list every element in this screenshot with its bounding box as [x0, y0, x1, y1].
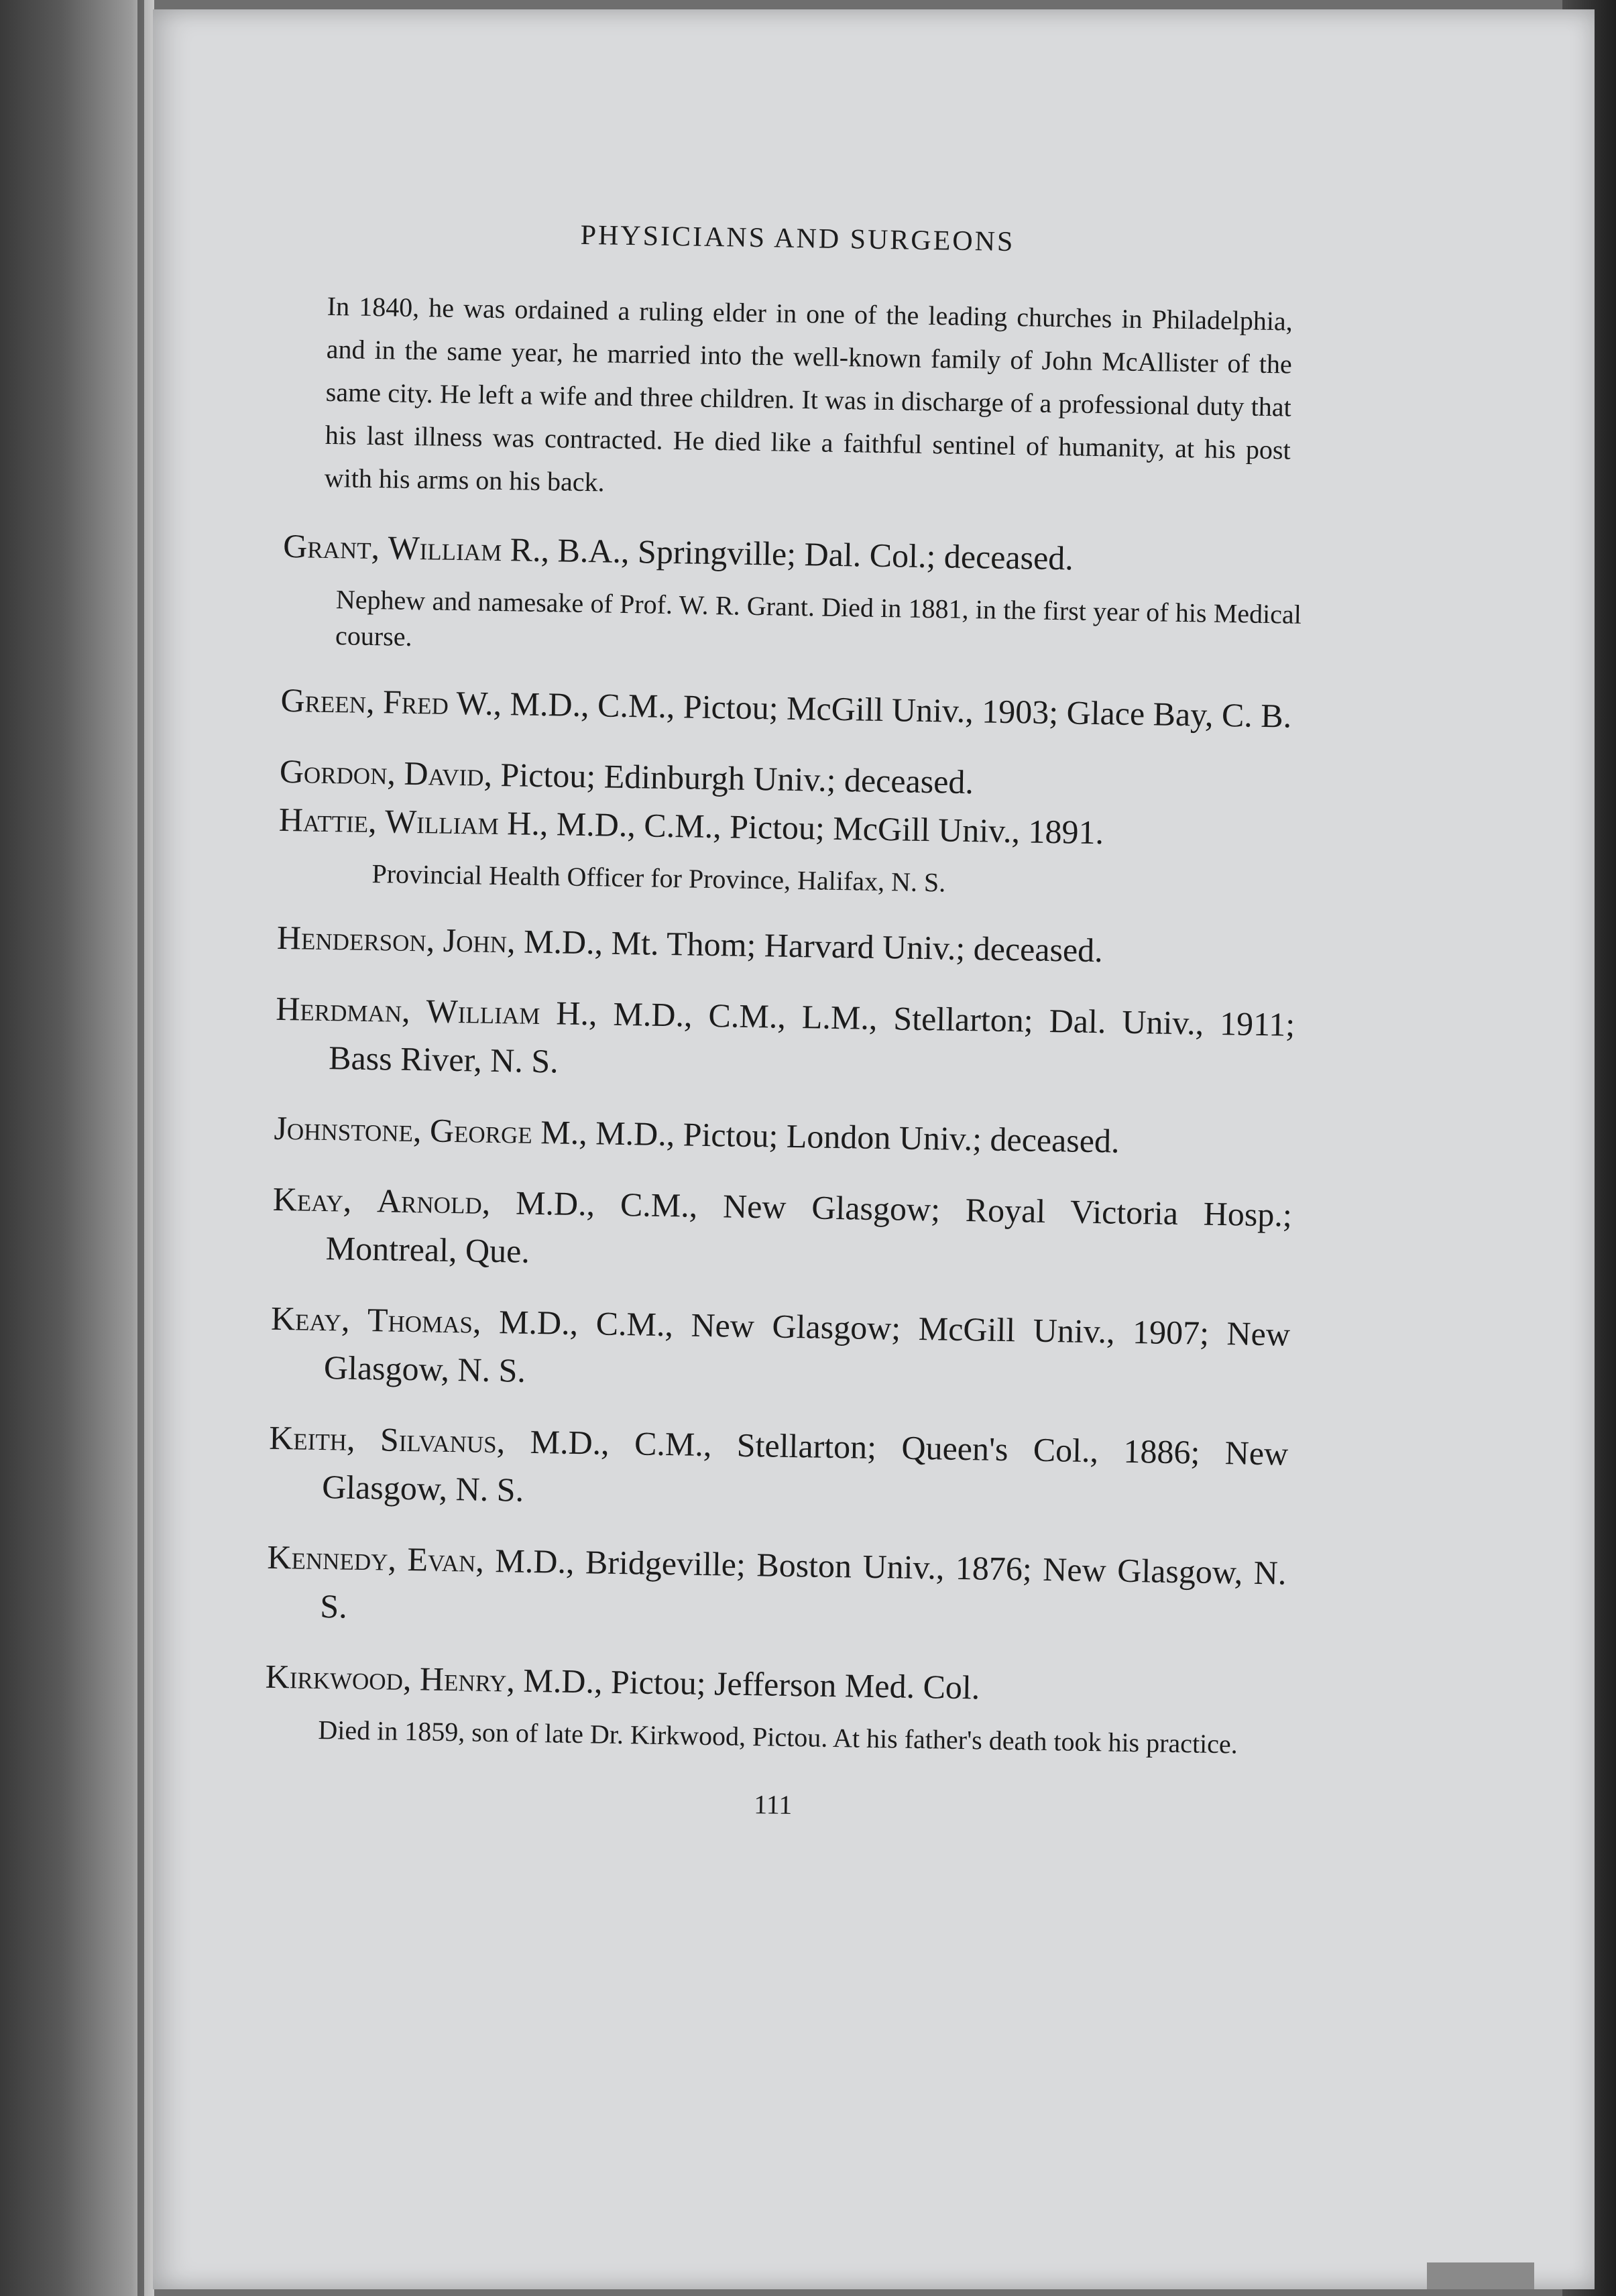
page-corner — [1427, 2262, 1534, 2289]
directory-entry — [275, 984, 1295, 1097]
entry-heading: Green, Fred W., M.D., C.M., Pictou; McGill Univ., 1903; Glace Bay, C. B. — [280, 681, 1292, 735]
directory-entry — [270, 1294, 1290, 1407]
entry-note: Provincial Health Officer for Province, Halifax, N. S. — [371, 858, 946, 898]
entry-list — [264, 522, 1303, 1764]
entry-given-name: John — [443, 921, 508, 960]
entry-details: H., M.D., C.M., Pictou; McGill Univ., 1891. — [498, 804, 1104, 852]
entry-surname: Green — [280, 681, 367, 720]
entry-given-name: William — [384, 802, 500, 842]
directory-entry — [268, 1414, 1289, 1526]
entry-heading: Johnstone, George M., M.D., Pictou; London Univ.; deceased. — [274, 1108, 1120, 1160]
entry-details: , M.D., Bridgeville; Boston Univ., 1876; New Glasgow, N. S. — [319, 1541, 1287, 1625]
entry-details: W., M.D., C.M., Pictou; McGill Univ., 1903; Glace Bay, C. B. — [448, 683, 1292, 735]
entry-surname: Hattie — [278, 800, 369, 840]
entry-heading: Hattie, William H., M.D., C.M., Pictou; McGill Univ., 1891. — [278, 800, 1104, 852]
entry-surname: Gordon — [279, 752, 388, 792]
entry-surname: Kennedy — [267, 1538, 388, 1578]
entry-given-name: Fred — [382, 683, 449, 722]
directory-entry — [272, 1175, 1292, 1287]
entry-surname: Keay — [272, 1180, 344, 1219]
entry-heading: Grant, William R., B.A., Springville; Dal. Col.; deceased. — [282, 526, 1074, 577]
entry-heading: Henderson, John, M.D., Mt. Thom; Harvard Univ.; deceased. — [276, 918, 1104, 970]
entry-given-name: William — [426, 992, 540, 1032]
entry-given-name: Silvanus — [380, 1420, 498, 1460]
entry-surname: Keith — [268, 1418, 347, 1458]
book-gutter — [0, 0, 154, 2296]
entry-heading: Kennedy, Evan, M.D., Bridgeville; Boston Univ., 1876; New Glasgow, N. S. — [267, 1538, 1287, 1625]
entry-details: , M.D., Mt. Thom; Harvard Univ.; deceased. — [506, 922, 1104, 970]
page-number: 111 — [753, 1789, 793, 1821]
entry-given-name: Evan — [407, 1540, 476, 1579]
entry-details: , M.D., Pictou; Jefferson Med. Col. — [506, 1661, 980, 1707]
entry-given-name: Arnold — [376, 1182, 483, 1221]
entry-heading: Keith, Silvanus, M.D., C.M., Stellarton; Queen's Col., 1886; New Glasgow, N. S. — [268, 1418, 1289, 1509]
entry-heading: Keay, Thomas, M.D., C.M., New Glasgow; McGill Univ., 1907; New Glasgow, N. S. — [270, 1299, 1291, 1389]
entry-details: M., M.D., Pictou; London Univ.; deceased. — [532, 1112, 1120, 1160]
directory-entry — [277, 913, 1297, 978]
entry-surname: Herdman — [275, 989, 402, 1029]
entry-details: , M.D., C.M., New Glasgow; McGill Univ., 1907; New Glasgow, N. S. — [323, 1302, 1291, 1389]
directory-entry — [274, 1104, 1293, 1168]
entry-surname: Grant — [282, 526, 372, 566]
page-text-block — [264, 215, 1308, 1829]
binding-crease — [137, 0, 144, 2296]
entry-given-name: David — [404, 754, 485, 793]
entry-surname: Henderson — [276, 918, 427, 959]
entry-surname: Johnstone — [274, 1108, 414, 1149]
entry-surname: Keay — [270, 1299, 342, 1338]
directory-entry — [264, 1652, 1285, 1764]
entry-given-name: George — [429, 1111, 533, 1151]
directory-entry — [278, 795, 1298, 907]
entry-surname: Kirkwood — [265, 1657, 404, 1697]
directory-entry — [282, 522, 1303, 669]
opening-paragraph: In 1840, he was ordained a ruling elder in one of the leading churches in Philadelphia, and in the same year, he married into the well-known family of John McAllister of the same city. He left a wife and three children. It was in discharge of a professional duty that his last illness was contracted. He died like a faithful sentinel of humanity, at his post with his arms on his back. — [324, 290, 1293, 498]
entry-heading: Gordon, David, Pictou; Edinburgh Univ.; deceased. — [279, 752, 974, 801]
entry-details: R., B.A., Springville; Dal. Col.; deceased. — [501, 530, 1074, 577]
directory-entry — [280, 676, 1300, 740]
entry-note: Nephew and namesake of Prof. W. R. Grant. Died in 1881, in the first year of his Medical course. — [335, 584, 1302, 652]
entry-details: , M.D., C.M., Stellarton; Queen's Col., 1886; New Glasgow, N. S. — [321, 1422, 1289, 1509]
entry-details: , M.D., C.M., New Glasgow; Royal Victoria Hosp.; Montreal, Que. — [325, 1183, 1293, 1270]
entry-heading: Herdman, William H., M.D., C.M., L.M., Stellarton; Dal. Univ., 1911; Bass River, N. S. — [275, 989, 1295, 1080]
entry-heading: Kirkwood, Henry, M.D., Pictou; Jefferson Med. Col. — [265, 1657, 980, 1707]
running-head: PHYSICIANS AND SURGEONS — [580, 219, 1015, 258]
entry-given-name: Henry — [419, 1660, 507, 1699]
directory-entry — [266, 1533, 1287, 1646]
entry-note: Died in 1859, son of late Dr. Kirkwood, Pictou. At his father's death took his practice. — [318, 1714, 1238, 1760]
entry-heading: Keay, Arnold, M.D., C.M., New Glasgow; Royal Victoria Hosp.; Montreal, Que. — [272, 1180, 1293, 1270]
entry-details: , Pictou; Edinburgh Univ.; deceased. — [483, 755, 974, 801]
entry-given-name: Thomas — [367, 1301, 473, 1340]
entry-given-name: William — [388, 528, 502, 569]
entry-details: H., M.D., C.M., L.M., Stellarton; Dal. Univ., 1911; Bass River, N. S. — [328, 994, 1295, 1080]
